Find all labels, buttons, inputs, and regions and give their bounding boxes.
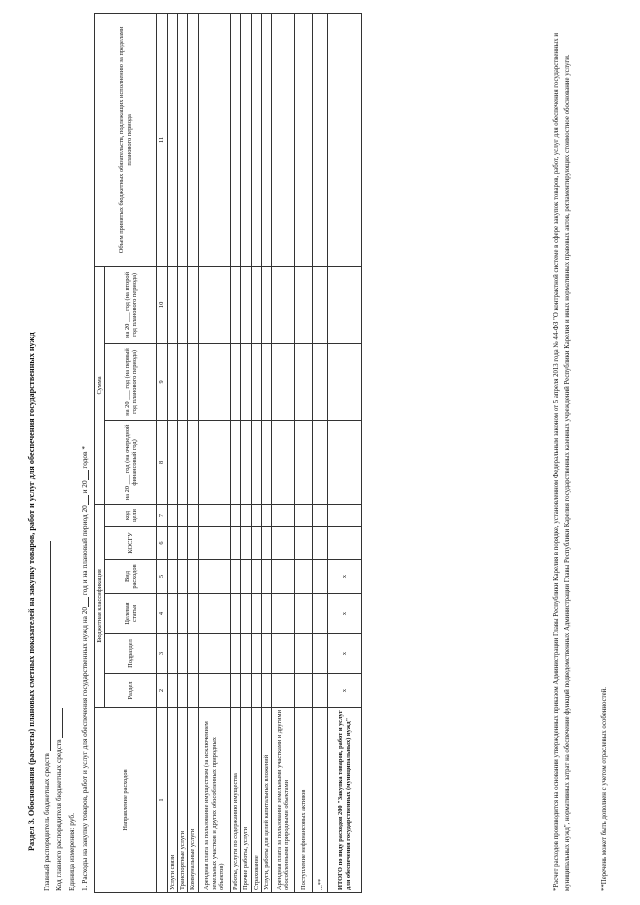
header-line-code: Код главного распорядителя бюджетных средств	[54, 708, 63, 891]
total-x-vid: х	[328, 560, 362, 594]
value-cell[interactable]	[198, 634, 230, 674]
header-kosgu: КОСГУ	[105, 527, 157, 560]
year-blank-3[interactable]	[80, 470, 89, 480]
value-cell[interactable]	[251, 634, 261, 674]
value-cell[interactable]	[251, 343, 261, 420]
row-label: Услуги, работы для целей капитальных вложений	[261, 708, 271, 893]
row-label: Арендная плата за пользование имуществом (за исключением земельных участков и других обособленных природных объектов)	[198, 708, 230, 893]
code-blank-field[interactable]	[54, 708, 63, 738]
row-label: Арендная плата за пользование земельными участками и другими обособленными природными объектами	[272, 708, 295, 893]
value-cell[interactable]	[178, 674, 188, 708]
value-cell[interactable]	[272, 343, 295, 420]
value-cell[interactable]	[230, 343, 240, 420]
value-cell[interactable]	[295, 674, 313, 708]
header-line-ministry: Главный распорядитель бюджетных средств	[42, 541, 51, 891]
value-cell[interactable]	[188, 504, 198, 526]
value-cell[interactable]	[261, 343, 271, 420]
value-cell[interactable]	[313, 343, 328, 420]
header-direction: Направление расходов	[95, 708, 157, 893]
value-cell[interactable]	[261, 504, 271, 526]
total-cell[interactable]	[328, 420, 362, 504]
value-cell[interactable]	[178, 594, 188, 634]
value-cell[interactable]	[188, 343, 198, 420]
value-cell[interactable]	[272, 634, 295, 674]
value-cell[interactable]	[295, 420, 313, 504]
total-cell[interactable]	[328, 13, 362, 266]
value-cell[interactable]	[261, 420, 271, 504]
row-label: ...**	[313, 708, 328, 893]
value-cell[interactable]	[295, 594, 313, 634]
value-cell[interactable]	[198, 266, 230, 343]
value-cell[interactable]	[167, 13, 177, 266]
header-line-period: 1. Расходы на закупку товаров, работ и услуг для обеспечения государственных нужд на 20 год и на плановый период 20 и 20 годов *	[80, 446, 89, 891]
value-cell[interactable]	[188, 420, 198, 504]
value-cell[interactable]	[188, 634, 198, 674]
table-row	[230, 13, 240, 892]
value-cell[interactable]	[313, 13, 328, 266]
table-row	[261, 13, 271, 892]
header-sum: Сумма	[95, 266, 105, 504]
value-cell[interactable]	[272, 13, 295, 266]
year-blank-1[interactable]	[80, 597, 89, 607]
value-cell[interactable]	[167, 634, 177, 674]
header-razdel: Раздел	[105, 674, 157, 708]
value-cell[interactable]	[251, 420, 261, 504]
table-row	[178, 13, 188, 892]
column-number: 2	[157, 674, 167, 708]
value-cell[interactable]	[198, 594, 230, 634]
header-sum-year2: на 20 ___ год (на первый год планового периода)	[105, 343, 157, 420]
value-cell[interactable]	[251, 560, 261, 594]
value-cell[interactable]	[295, 527, 313, 560]
column-number: 3	[157, 634, 167, 674]
expenses-table	[94, 13, 362, 893]
value-cell[interactable]	[188, 527, 198, 560]
value-cell[interactable]	[272, 674, 295, 708]
table-row	[241, 13, 251, 892]
value-cell[interactable]	[230, 266, 240, 343]
year-blank-2[interactable]	[80, 495, 89, 505]
value-cell[interactable]	[178, 504, 188, 526]
value-cell[interactable]	[167, 527, 177, 560]
total-x-razdel: х	[328, 674, 362, 708]
row-label: Страхование	[251, 708, 261, 893]
table-row	[188, 13, 198, 892]
header-obligations: Объем принятых бюджетных обязательств, подлежащих исполнению за пределами планового периода	[95, 13, 157, 266]
value-cell[interactable]	[198, 420, 230, 504]
value-cell[interactable]	[272, 420, 295, 504]
value-cell[interactable]	[198, 674, 230, 708]
value-cell[interactable]	[272, 594, 295, 634]
value-cell[interactable]	[178, 266, 188, 343]
column-number: 4	[157, 594, 167, 634]
value-cell[interactable]	[251, 527, 261, 560]
column-number: 7	[157, 504, 167, 526]
value-cell[interactable]	[198, 504, 230, 526]
value-cell[interactable]	[167, 420, 177, 504]
value-cell[interactable]	[313, 674, 328, 708]
value-cell[interactable]	[261, 594, 271, 634]
value-cell[interactable]	[178, 420, 188, 504]
value-cell[interactable]	[188, 594, 198, 634]
header-line-unit: Единица измерения: руб.	[67, 813, 76, 891]
value-cell[interactable]	[295, 266, 313, 343]
column-number: 11	[157, 13, 167, 266]
table-row	[167, 13, 177, 892]
table-row	[251, 13, 261, 892]
value-cell[interactable]	[261, 13, 271, 266]
row-label: Прочие работы, услуги	[241, 708, 251, 893]
value-cell[interactable]	[188, 674, 198, 708]
column-number: 8	[157, 420, 167, 504]
value-cell[interactable]	[251, 266, 261, 343]
value-cell[interactable]	[295, 504, 313, 526]
column-number: 5	[157, 560, 167, 594]
value-cell[interactable]	[178, 13, 188, 266]
total-x-podrazdel: х	[328, 634, 362, 674]
value-cell[interactable]	[295, 560, 313, 594]
row-label: Транспортные услуги	[178, 708, 188, 893]
value-cell[interactable]	[313, 634, 328, 674]
value-cell[interactable]	[295, 634, 313, 674]
header-celevaya-statya: Целевая статья	[105, 594, 157, 634]
header-podrazdel: Подраздел	[105, 634, 157, 674]
value-cell[interactable]	[261, 266, 271, 343]
value-cell[interactable]	[230, 13, 240, 266]
section-title: Раздел 3. Обоснования (расчеты) плановых сметных показателей на закупку товаров, работ и услуг для обеспечения государственных нужд	[27, 332, 36, 851]
value-cell[interactable]	[295, 13, 313, 266]
value-cell[interactable]	[313, 266, 328, 343]
value-cell[interactable]	[198, 560, 230, 594]
value-cell[interactable]	[188, 266, 198, 343]
value-cell[interactable]	[261, 527, 271, 560]
value-cell[interactable]	[251, 504, 261, 526]
value-cell[interactable]	[198, 343, 230, 420]
total-label: ИТОГО по виду расходов 200 "Закупка товаров, работ и услуг для обеспечения государственных (муниципальных) нужд"	[328, 708, 362, 893]
value-cell[interactable]	[178, 634, 188, 674]
value-cell[interactable]	[167, 266, 177, 343]
value-cell[interactable]	[241, 504, 251, 526]
value-cell[interactable]	[241, 420, 251, 504]
row-label: Услуги связи	[167, 708, 177, 893]
table-row	[313, 13, 328, 892]
column-number: 1	[157, 708, 167, 893]
value-cell[interactable]	[251, 13, 261, 266]
value-cell[interactable]	[167, 594, 177, 634]
value-cell[interactable]	[230, 504, 240, 526]
value-cell[interactable]	[295, 343, 313, 420]
value-cell[interactable]	[188, 13, 198, 266]
value-cell[interactable]	[167, 504, 177, 526]
value-cell[interactable]	[241, 13, 251, 266]
value-cell[interactable]	[272, 504, 295, 526]
value-cell[interactable]	[178, 560, 188, 594]
value-cell[interactable]	[241, 343, 251, 420]
value-cell[interactable]	[241, 674, 251, 708]
value-cell[interactable]	[313, 504, 328, 526]
column-number: 10	[157, 266, 167, 343]
row-label: Коммунальные услуги	[188, 708, 198, 893]
header-budget-classification: Бюджетная классификация	[95, 504, 105, 707]
value-cell[interactable]	[313, 527, 328, 560]
value-cell[interactable]	[313, 560, 328, 594]
value-cell[interactable]	[251, 594, 261, 634]
value-cell[interactable]	[198, 13, 230, 266]
value-cell[interactable]	[261, 560, 271, 594]
value-cell[interactable]	[251, 674, 261, 708]
value-cell[interactable]	[167, 343, 177, 420]
header-sum-year3: на 20 ___ год (на второй год планового периода)	[105, 266, 157, 343]
total-row	[328, 13, 362, 892]
total-cell[interactable]	[328, 504, 362, 526]
row-label: Поступление нефинансовых активов	[295, 708, 313, 893]
value-cell[interactable]	[241, 634, 251, 674]
value-cell[interactable]	[261, 634, 271, 674]
table-row	[198, 13, 230, 892]
ministry-blank-field[interactable]	[42, 541, 51, 751]
value-cell[interactable]	[230, 594, 240, 634]
value-cell[interactable]	[188, 560, 198, 594]
value-cell[interactable]	[167, 560, 177, 594]
value-cell[interactable]	[241, 560, 251, 594]
footnote-2: **Перечень может быть дополнен с учетом отраслевых особенностей.	[601, 687, 608, 891]
row-label: Работы, услуги по содержанию имущества	[230, 708, 240, 893]
value-cell[interactable]	[272, 560, 295, 594]
table-row	[272, 13, 295, 892]
value-cell[interactable]	[167, 674, 177, 708]
value-cell[interactable]	[272, 266, 295, 343]
column-number: 6	[157, 527, 167, 560]
value-cell[interactable]	[230, 560, 240, 594]
column-number: 9	[157, 343, 167, 420]
total-cell[interactable]	[328, 343, 362, 420]
header-kod-celi: код цели	[105, 504, 157, 526]
header-vid-rashodov: Вид расходов	[105, 560, 157, 594]
value-cell[interactable]	[198, 527, 230, 560]
value-cell[interactable]	[313, 420, 328, 504]
table-row	[295, 13, 313, 892]
value-cell[interactable]	[230, 420, 240, 504]
value-cell[interactable]	[178, 343, 188, 420]
value-cell[interactable]	[241, 527, 251, 560]
total-cell[interactable]	[328, 266, 362, 343]
value-cell[interactable]	[272, 527, 295, 560]
value-cell[interactable]	[230, 674, 240, 708]
header-sum-year1: на 20 ___ год (на очередной финансовый год)	[105, 420, 157, 504]
value-cell[interactable]	[261, 674, 271, 708]
footnote-1: *Расчет расходов производится на основании утвержденных приказом Администрации Главы Республики Карелия в порядке, установленном Федеральным законом от 5 апреля 2013 года № 44-ФЗ "О контрактной системе в сфере закупок товаров, работ, услуг для обеспечения государственных и муниципальных нужд", нормативных затрат на обеспечение функций подведомственных Администрации Главы Республики Карелия государственных казенных учреждений Республики Карелия и иных нормативных правовых актов, регламентирующих стоимостное обоснование услуги.	[553, 33, 571, 891]
value-cell[interactable]	[178, 527, 188, 560]
total-cell[interactable]	[328, 527, 362, 560]
value-cell[interactable]	[230, 527, 240, 560]
value-cell[interactable]	[313, 594, 328, 634]
value-cell[interactable]	[230, 634, 240, 674]
column-numbers-row	[157, 13, 167, 892]
total-x-celevaya: х	[328, 594, 362, 634]
value-cell[interactable]	[241, 594, 251, 634]
value-cell[interactable]	[241, 266, 251, 343]
